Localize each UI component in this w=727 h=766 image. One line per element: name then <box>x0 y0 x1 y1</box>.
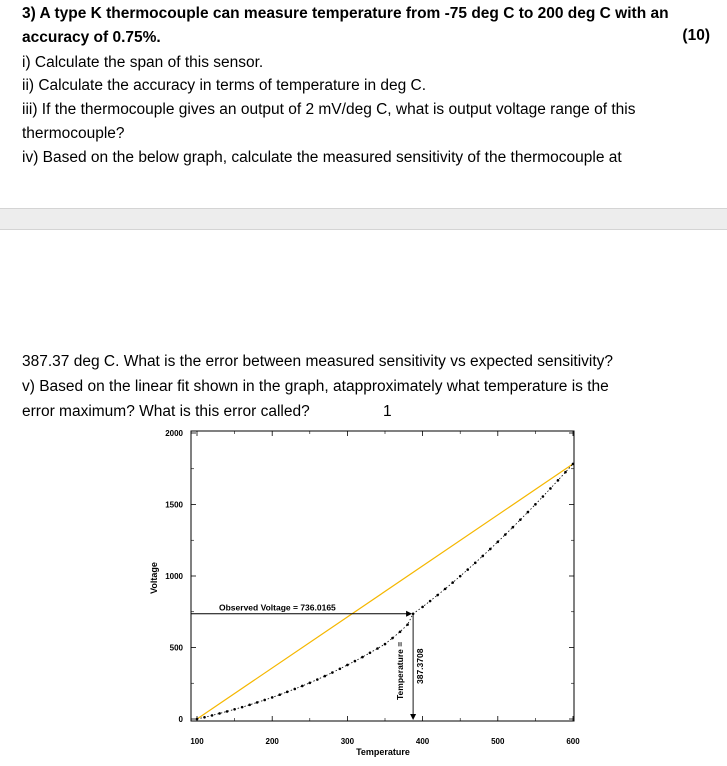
observed-point <box>391 637 394 640</box>
observed-point <box>474 562 477 565</box>
observed-point <box>459 575 462 578</box>
observed-point <box>286 691 289 694</box>
observed-point <box>421 606 424 609</box>
observed-point <box>489 548 492 551</box>
observed-point <box>248 704 251 707</box>
part-v-line1: v) Based on the linear fit shown in the graph, atapproximately what temperature is the <box>22 378 609 395</box>
stray-number: 1 <box>383 403 392 420</box>
plot-frame <box>191 431 574 721</box>
part-ii: ii) Calculate the accuracy in terms of temperature in deg C. <box>22 77 427 94</box>
observed-point <box>481 555 484 558</box>
x-tick-label-400: 400 <box>415 737 430 746</box>
x-tick-label-300: 300 <box>340 737 355 746</box>
observed-point <box>527 511 530 514</box>
observed-point <box>451 581 454 584</box>
observed-voltage-label: Observed Voltage = 736.0165 <box>219 602 336 613</box>
observed-point <box>293 688 296 691</box>
question-title-line1: 3) A type K thermocouple can measure temperature from -75 deg C to 200 deg C with an <box>22 5 669 22</box>
observed-point <box>346 664 349 667</box>
observed-point <box>241 706 244 709</box>
y-tick-label-2000: 2000 <box>165 429 183 438</box>
observed-point <box>211 714 214 717</box>
temperature-arrowhead <box>410 714 416 720</box>
observed-point <box>309 682 312 685</box>
observed-point <box>549 487 552 490</box>
observed-point <box>436 594 439 597</box>
observed-point <box>203 716 206 719</box>
x-tick-label-200: 200 <box>265 737 279 746</box>
y-tick-label-500: 500 <box>169 643 183 653</box>
linear-fit-line <box>197 464 573 719</box>
observed-point <box>466 568 469 571</box>
part-i: i) Calculate the span of this sensor. <box>22 54 264 71</box>
observed-point <box>316 678 319 681</box>
x-tick-label-600: 600 <box>566 737 580 746</box>
observed-point <box>218 712 221 715</box>
observed-point <box>399 630 402 633</box>
part-iv-line2: 387.37 deg C. What is the error between measured sensitivity vs expected sensitivity? <box>22 353 614 370</box>
y-axis-label: Voltage <box>149 562 159 594</box>
observed-point <box>534 503 537 506</box>
observed-point <box>572 463 575 466</box>
observed-point <box>256 701 259 704</box>
x-axis-label: Temperature <box>356 747 410 757</box>
part-v-line2: error maximum? What is this error called? <box>22 403 310 420</box>
observed-point <box>263 699 266 702</box>
observed-point <box>512 526 515 529</box>
axis-ticks <box>191 431 574 721</box>
observed-point <box>497 541 500 544</box>
observed-point <box>196 718 199 721</box>
question-marks: (10) <box>682 27 710 44</box>
observed-point <box>429 600 432 603</box>
temperature-value: 387.3708 <box>415 648 426 684</box>
temperature-label: Temperature = <box>395 641 406 700</box>
part-iii-line2: thermocouple? <box>22 125 125 142</box>
observed-point <box>226 710 229 713</box>
observed-point <box>376 647 379 650</box>
observed-point <box>324 675 327 678</box>
observed-point <box>278 693 281 696</box>
part-iv-line1: iv) Based on the below graph, calculate the measured sensitivity of the thermocouple at <box>22 149 622 166</box>
observed-point <box>331 671 334 674</box>
observed-point <box>542 495 545 498</box>
y-tick-label-1500: 1500 <box>165 500 183 510</box>
y-tick-label-1000: 1000 <box>165 572 183 581</box>
observed-voltage-arrowhead <box>406 611 412 617</box>
observed-point <box>233 708 236 711</box>
x-tick-label-100: 100 <box>190 737 204 746</box>
observed-point <box>271 696 274 699</box>
observed-point <box>361 656 364 659</box>
observed-point <box>519 518 522 521</box>
y-tick-label-0: 0 <box>178 715 183 724</box>
observed-point <box>557 479 560 482</box>
observed-point <box>384 643 387 646</box>
observed-point <box>564 471 567 474</box>
part-iii-line1: iii) If the thermocouple gives an output of 2 mV/deg C, what is output voltage range of this <box>22 101 636 118</box>
x-tick-label-500: 500 <box>491 737 505 746</box>
observed-point <box>504 533 507 536</box>
observed-point <box>406 623 409 626</box>
observed-point <box>354 660 357 663</box>
observed-point <box>301 685 304 688</box>
observed-point <box>444 588 447 591</box>
observed-point <box>339 668 342 671</box>
observed-point <box>369 651 372 654</box>
question-title-line2: accuracy of 0.75%. <box>22 29 161 46</box>
